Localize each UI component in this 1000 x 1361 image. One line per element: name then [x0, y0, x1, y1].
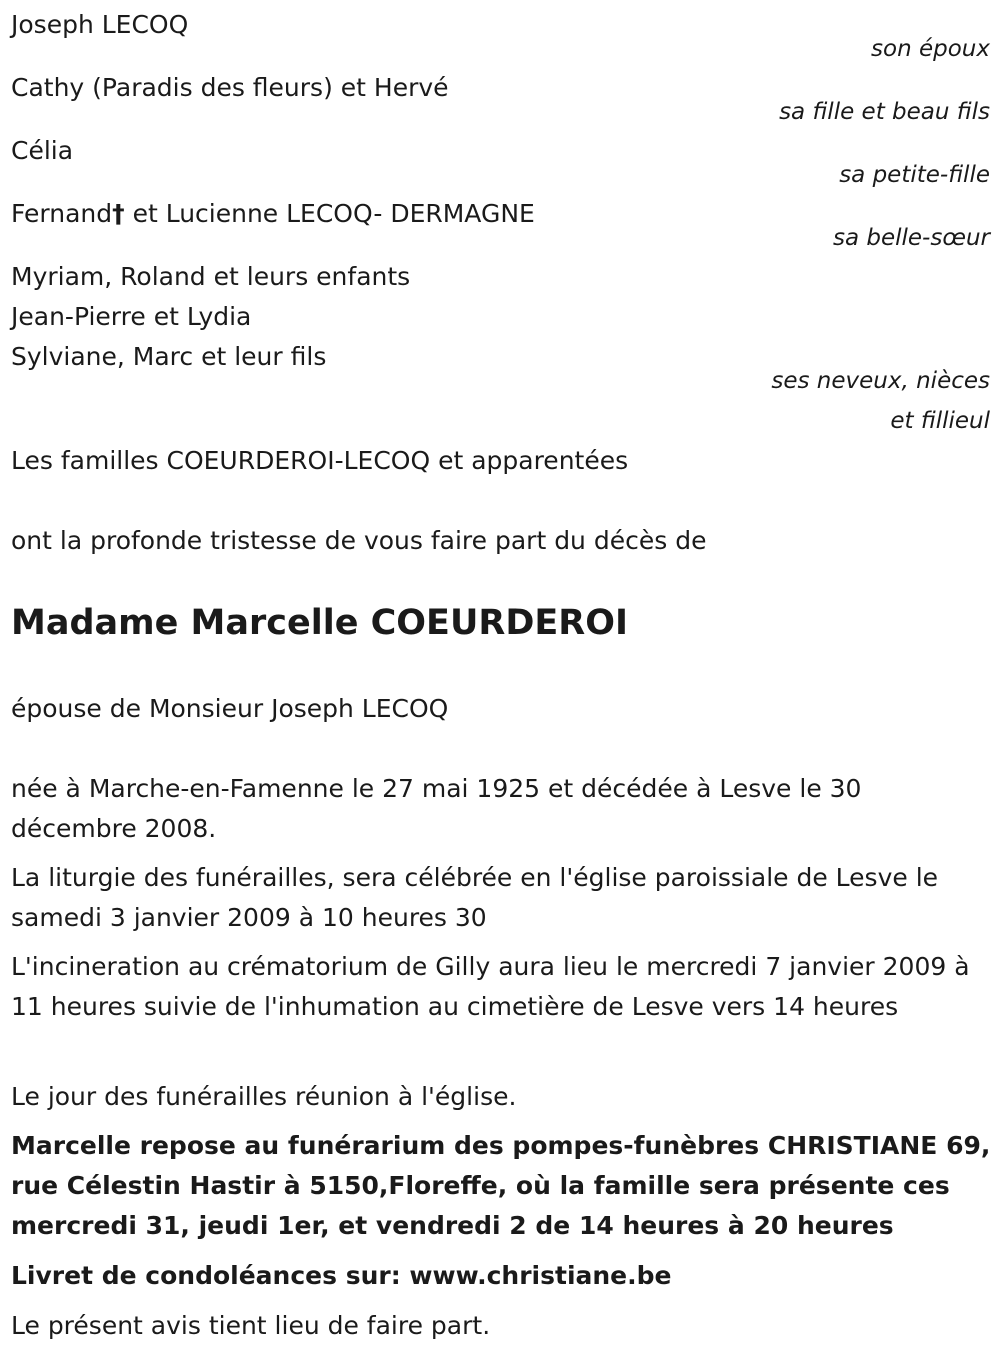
announcement-intro: ont la profonde tristesse de vous faire part du décès de	[11, 526, 707, 555]
nephews-role-line2: et fillieul	[890, 408, 990, 434]
granddaughter-name: Célia	[11, 136, 74, 165]
condolences: Livret de condoléances sur: www.christiane.be	[11, 1261, 672, 1290]
sister-in-law-role: sa belle-sœur	[832, 225, 990, 251]
spouse-of: épouse de Monsieur Joseph LECOQ	[11, 694, 449, 723]
sister-in-law-first: Fernand	[11, 199, 113, 228]
nephew-line: Sylviane, Marc et leur fils	[11, 342, 327, 371]
nephews-role-line1: ses neveux, nièces	[771, 368, 990, 394]
funerarium: Marcelle repose au funérarium des pompes-funèbres CHRISTIANE 69, rue Célestin Hastir à 5150,Floreffe, où la famille sera présente ces mercredi 31, jeudi 1er, et vendredi 2 de 14 heures à 20 heures	[11, 1131, 991, 1240]
deceased-name: Madame Marcelle COEURDEROI	[11, 603, 629, 643]
granddaughter-role: sa petite-fille	[839, 162, 990, 188]
incineration: L'incineration au crématorium de Gilly aura lieu le mercredi 7 janvier 2009 à 11 heures suivie de l'inhumation au cimetière de Lesve vers 14 heures	[11, 952, 970, 1021]
nephew-line: Myriam, Roland et leurs enfants	[11, 262, 411, 291]
daughter-names: Cathy (Paradis des fleurs) et Hervé	[11, 73, 449, 102]
meeting: Le jour des funérailles réunion à l'église.	[11, 1082, 517, 1111]
liturgy: La liturgie des funérailles, sera célébrée en l'église paroissiale de Lesve le samedi 3 janvier 2009 à 10 heures 30	[11, 863, 939, 932]
cross-icon: †	[112, 199, 125, 228]
birth-death: née à Marche-en-Famenne le 27 mai 1925 et décédée à Lesve le 30 décembre 2008.	[11, 774, 862, 843]
notice: Le présent avis tient lieu de faire part.	[11, 1311, 491, 1340]
spouse-role: son époux	[871, 36, 990, 62]
sister-in-law-names	[11, 194, 535, 234]
families-line: Les familles COEURDEROI-LECOQ et apparentées	[11, 446, 629, 475]
nephew-line: Jean-Pierre et Lydia	[11, 302, 252, 331]
daughter-role: sa fille et beau fils	[779, 99, 990, 125]
spouse-name: Joseph LECOQ	[11, 10, 189, 39]
sister-in-law-rest: et Lucienne LECOQ- DERMAGNE	[124, 199, 535, 228]
